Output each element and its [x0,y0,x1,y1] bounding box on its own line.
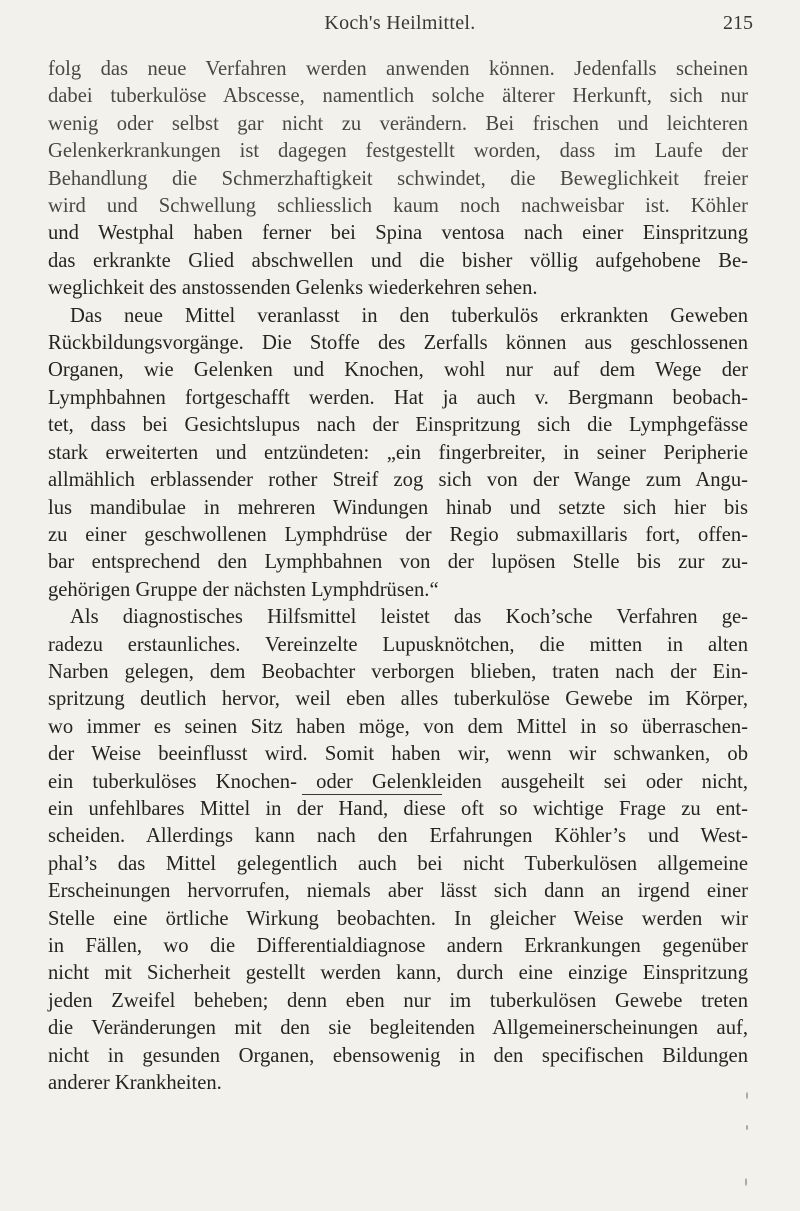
text-line: ein tuberkulöses Knochen- oder Gelenkleiden ausgeheilt sei oder nicht, [48,770,748,793]
text-line: weglichkeit des anstossenden Gelenks wiederkehren sehen. [48,277,538,300]
text-line: wenig oder selbst gar nicht zu verändern. Bei frischen und leichteren [48,112,748,135]
text-line: Erscheinungen hervorrufen, niemals aber lässt sich dann an irgend einer [48,880,748,903]
paper-speck [746,1125,748,1130]
text-line: in Fällen, wo die Differentialdiagnose andern Erkrankungen gegenüber [48,935,748,957]
text-line: das erkrankte Glied abschwellen und die bisher völlig aufgehobene Be- [48,249,748,272]
text-line: stark erweiterten und entzündeten: „ein fingerbreiter, in seiner Peripherie [48,441,748,464]
text-line: der Weise beeinflusst wird. Somit haben wir, wenn wir schwanken, ob [48,743,748,766]
text-line: radezu erstaunliches. Vereinzelte Lupusknötchen, die mitten in alten [48,633,748,656]
paper-speck [745,1178,747,1186]
text-line: Stelle eine örtliche Wirkung beobachten. In gleicher Weise werden wir [48,907,748,930]
text-line: Organen, wie Gelenken und Knochen, wohl nur auf dem Wege der [48,359,748,382]
text-line: und Westphal haben ferner bei Spina ventosa nach einer Einspritzung [48,222,748,245]
text-line: scheiden. Allerdings kann nach den Erfahrungen Köhler’s und West- [48,825,748,848]
text-line: phal’s das Mittel gelegentlich auch bei nicht Tuberkulösen allgemeine [48,852,748,875]
body-text [48,56,748,1097]
text-line: jeden Zweifel beheben; denn eben nur im tuberkulösen Gewebe treten [48,989,748,1012]
text-line: Rückbildungsvorgänge. Die Stoffe des Zerfalls können aus geschlossenen [48,332,748,355]
text-line: spritzung deutlich hervor, weil eben alles tuberkulöse Gewebe im Körper, [48,688,748,711]
text-line: bar entsprechend den Lymphbahnen von der lupösen Stelle bis zur zu- [48,551,748,574]
text-line: Gelenkerkrankungen ist dagegen festgestellt worden, dass im Laufe der [48,140,748,163]
text-line: die Veränderungen mit den sie begleitenden Allgemeinerscheinungen auf, [48,1017,748,1040]
text-line: tet, dass bei Gesichtslupus nach der Einspritzung sich die Lymphgefässe [48,414,748,437]
text-line: Lymphbahnen fortgeschafft werden. Hat ja auch v. Bergmann beobach- [48,386,748,409]
text-line: lus mandibulae in mehreren Windungen hinab und setzte sich hier bis [48,496,748,519]
end-rule [302,794,442,795]
text-line: Als diagnostisches Hilfsmittel leistet das Koch’sche Verfahren ge- [70,606,748,629]
text-line: zu einer geschwollenen Lymphdrüse der Regio submaxillaris fort, offen- [48,523,748,546]
text-line: allmählich erblassender rother Streif zog sich von der Wange zum Angu- [48,469,748,492]
text-line: wird und Schwellung schliesslich kaum noch nachweisbar ist. Köhler [48,195,748,218]
running-header [0,12,800,42]
text-line: nicht in gesunden Organen, ebensowenig in den specifischen Bildungen [48,1044,748,1067]
text-line: folg das neue Verfahren werden anwenden können. Jedenfalls scheinen [48,58,748,80]
page-number: 215 [723,12,753,34]
text-line: dabei tuberkulöse Abscesse, namentlich solche älterer Herkunft, sich nur [48,85,748,108]
text-line: Das neue Mittel veranlasst in den tuberkulös erkrankten Geweben [70,304,748,327]
text-line: nicht mit Sicherheit gestellt werden kann, durch eine einzige Einspritzung [48,962,748,985]
running-title: Koch's Heilmittel. [324,12,476,34]
text-line: ein unfehlbares Mittel in der Hand, diese oft so wichtige Frage zu ent- [48,797,748,820]
text-line: wo immer es seinen Sitz haben möge, von dem Mittel in so überraschen- [48,715,748,738]
text-line: Behandlung die Schmerzhaftigkeit schwindet, die Beweglichkeit freier [48,167,748,190]
text-line: Narben gelegen, dem Beobachter verborgen blieben, traten nach der Ein- [48,660,748,683]
text-line: gehörigen Gruppe der nächsten Lymphdrüsen.“ [48,578,439,601]
text-line: anderer Krankheiten. [48,1072,222,1095]
paper-speck [746,1092,748,1099]
